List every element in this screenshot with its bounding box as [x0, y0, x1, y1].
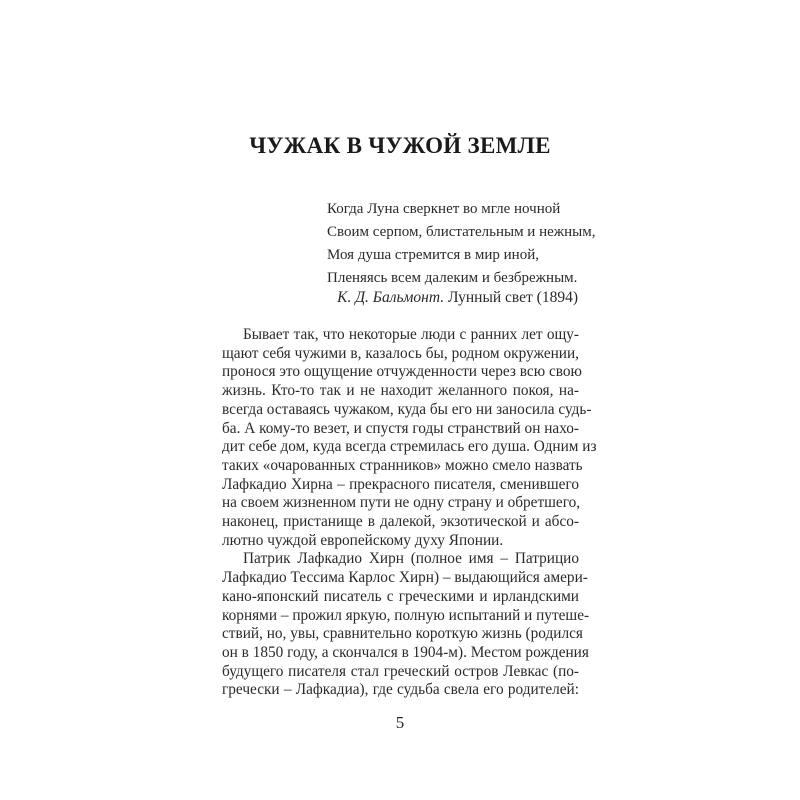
- text-line: будущего писателя стал греческий остров Левкас (по-: [222, 662, 579, 680]
- body-text: [222, 326, 597, 700]
- text-line: ствий, но, увы, сравнительно короткую жизнь (родился: [222, 625, 583, 643]
- epigraph-line: Пленяясь всем далеким и безбрежным.: [327, 270, 578, 286]
- text-line: Бывает так, что некоторые люди с ранних лет ощу-: [243, 326, 579, 343]
- epigraph-attribution: [337, 289, 578, 307]
- page-number: 5: [395, 713, 405, 732]
- text-line: Лафкадио Хирна – прекрасного писателя, сменившего: [222, 475, 579, 493]
- epigraph-author: К. Д. Бальмонт.: [337, 289, 445, 306]
- text-line: жизнь. Кто-то так и не находит желанного покоя, на-: [222, 382, 579, 400]
- text-line: кано-японский писатель с греческими и ирландскими: [222, 587, 579, 605]
- text-line: всегда оставаясь чужаком, куда бы его ни заносила судь-: [222, 400, 592, 418]
- epigraph-source: Лунный свет (1894): [447, 289, 578, 306]
- epigraph: [327, 198, 595, 290]
- text-line: дит себе дом, куда всегда стремилась его душа. Одним из: [222, 438, 597, 456]
- text-line: пронося это ощущение отчужденности через всю свою: [222, 363, 582, 381]
- text-line: гречески – Лафкадиа), где судьба свела его родителей:: [222, 681, 579, 699]
- epigraph-line: Своим серпом, блистательным и нежным,: [327, 224, 596, 240]
- text-line: таких «очарованных странников» можно смело назвать: [222, 456, 583, 474]
- text-line: щают себя чужими в, казалось бы, родном окружении,: [222, 344, 579, 362]
- text-line: корнями – прожил яркую, полную испытаний и путеше-: [222, 606, 590, 624]
- epigraph-line: Когда Луна сверкнет во мгле ночной: [327, 201, 561, 217]
- text-line: Патрик Лафкадио Хирн (полное имя – Патрицио: [243, 550, 579, 568]
- text-line: Лафкадио Тессима Карлос Хирн) – выдающийся амери-: [222, 569, 588, 587]
- text-line: наконец, пристанище в далекой, экзотической и абсо-: [222, 513, 579, 531]
- chapter-title: ЧУЖАК В ЧУЖОЙ ЗЕМЛЕ: [249, 133, 551, 158]
- epigraph-line: Моя душа стремится в мир иной,: [327, 247, 539, 263]
- text-line: он в 1850 году, а скончался в 1904-м). Местом рождения: [222, 643, 589, 661]
- text-line: на своем жизненном пути не одну страну и обретшего,: [222, 494, 581, 512]
- text-line: ба. А кому-то везет, и спустя годы странствий он нахо-: [222, 419, 579, 437]
- text-line: лютно чуждой европейскому духу Японии.: [222, 531, 504, 549]
